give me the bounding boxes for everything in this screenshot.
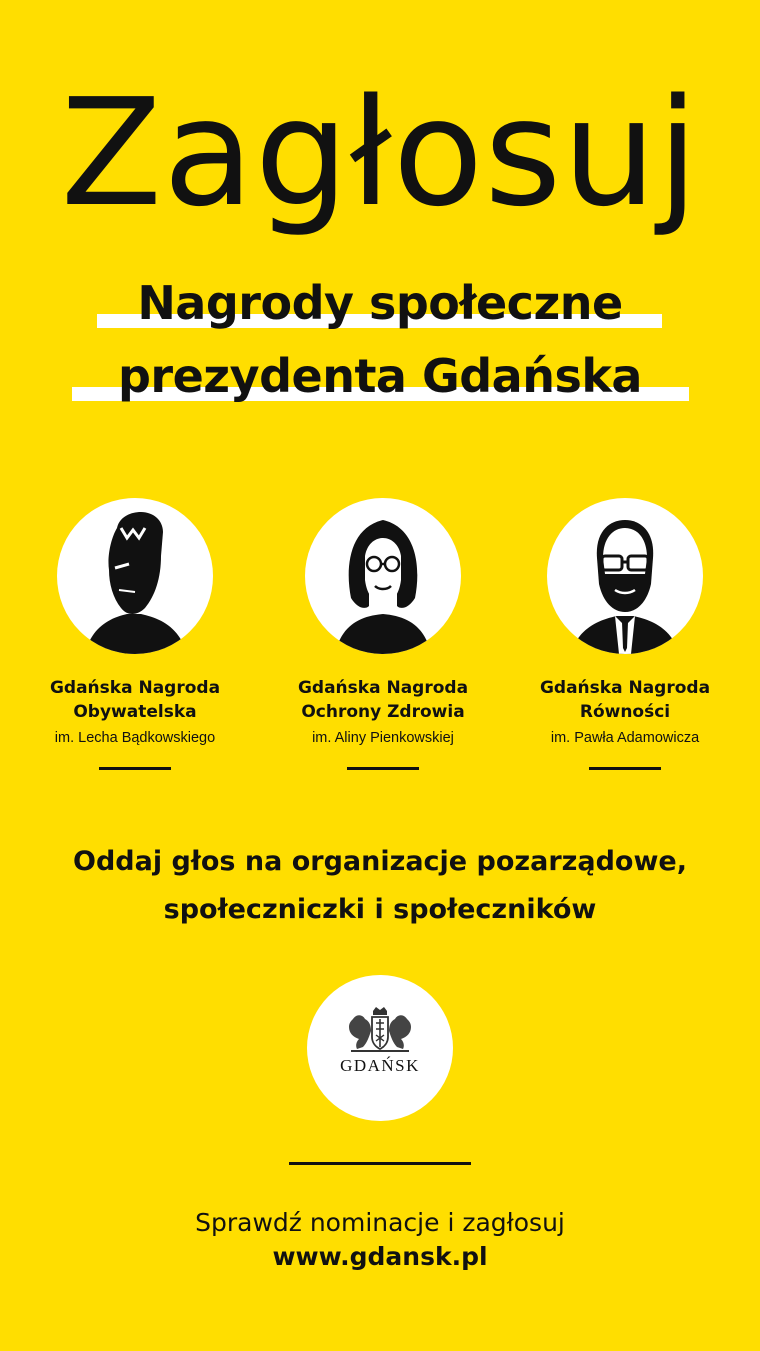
subtitle-line-2 [0,345,760,407]
award-ochrona-zdrowia [258,498,508,770]
divider [289,1162,471,1165]
subtitle-line-1 [0,272,760,334]
award-patron: im. Pawła Adamowicza [550,730,700,746]
award-rownosci [500,498,750,770]
portrait-woman-icon [305,498,461,654]
gdansk-coat-of-arms-icon [345,1007,415,1053]
award-name-line2: Równości [579,702,671,722]
award-name-line2: Ochrony Zdrowia [301,702,465,722]
award-name-line2: Obywatelska [73,702,197,722]
subtitle-text-2: prezydenta Gdańska [118,349,642,403]
subtitle-text-1: Nagrody społeczne [137,276,623,330]
award-name-line1: Gdańska Nagroda [539,678,711,698]
divider [347,767,419,770]
award-patron: im. Aliny Pienkowskiej [312,730,454,746]
footer-text: Sprawdź nominacje i zagłosuj [195,1208,565,1237]
award-patron: im. Lecha Bądkowskiego [54,730,216,746]
call-to-action [0,838,760,934]
divider [589,767,661,770]
portrait-man-icon [57,498,213,654]
cta-line-1: Oddaj głos na organizacje pozarządowe, [73,846,687,877]
divider [99,767,171,770]
portrait-man-glasses-icon [547,498,703,654]
award-name-line1: Gdańska Nagroda [49,678,221,698]
award-name-line1: Gdańska Nagroda [297,678,469,698]
gdansk-logo [307,975,453,1121]
cta-line-2: społeczniczki i społeczników [163,894,597,925]
footer-url-link[interactable]: www.gdansk.pl [272,1242,488,1271]
award-obywatelska [10,498,260,770]
logo-wordmark: GDAŃSK [340,1056,420,1075]
headline: Zagłosuj [60,67,700,239]
